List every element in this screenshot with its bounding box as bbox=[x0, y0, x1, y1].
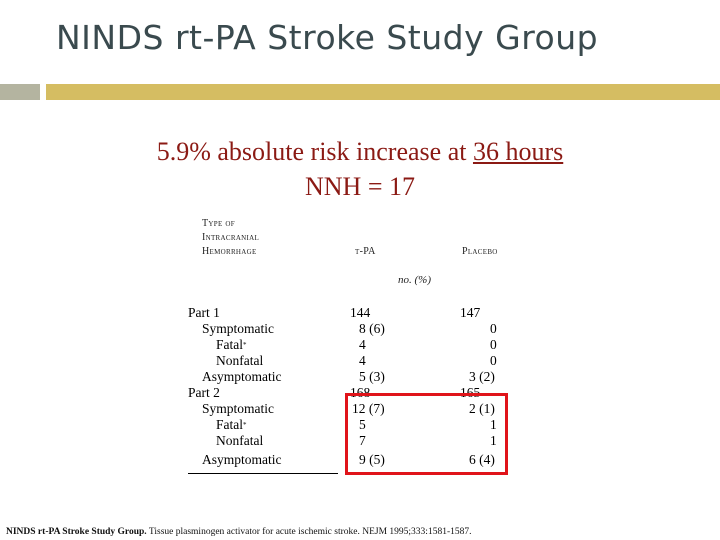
citation-source: NINDS rt-PA Stroke Study Group. bbox=[6, 527, 147, 537]
row-tpa: 4 bbox=[359, 337, 366, 352]
footnote-mark: * bbox=[243, 341, 247, 349]
row-tpa: 5 bbox=[359, 417, 366, 432]
headline-risk bbox=[0, 137, 720, 167]
row-placebo: 1 bbox=[490, 433, 497, 448]
row-label: Asymptomatic bbox=[202, 369, 282, 384]
header-placebo: Placebo bbox=[462, 246, 498, 257]
row-label: Symptomatic bbox=[202, 321, 274, 336]
row-label: Nonfatal bbox=[216, 353, 264, 368]
table-row bbox=[180, 337, 520, 353]
citation-text: Tissue plasminogen activator for acute ischemic stroke. NEJM 1995;333:1581-1587. bbox=[146, 527, 472, 537]
row-placebo: 0 bbox=[490, 337, 497, 352]
row-placebo: 1 bbox=[490, 417, 497, 432]
row-placebo: 6 (4) bbox=[469, 452, 495, 467]
decorative-bar-right bbox=[46, 84, 720, 100]
subheader-units: no. (%) bbox=[398, 274, 431, 286]
table-row bbox=[180, 353, 520, 369]
row-label: Nonfatal bbox=[216, 433, 264, 448]
row-tpa: 9 (5) bbox=[359, 452, 385, 467]
row-tpa: 168 bbox=[350, 385, 371, 400]
header-type-line2: Intracranial bbox=[202, 232, 260, 243]
table-row bbox=[180, 369, 520, 385]
row-label: Part 1 bbox=[188, 305, 220, 320]
table-row bbox=[180, 305, 520, 321]
row-placebo: 165 bbox=[460, 385, 481, 400]
table-bottom-rule bbox=[188, 473, 338, 474]
row-label: Part 2 bbox=[188, 385, 220, 400]
row-tpa: 12 (7) bbox=[352, 401, 385, 416]
row-placebo: 147 bbox=[460, 305, 481, 320]
table-row bbox=[180, 321, 520, 337]
headline-risk-text: 5.9% absolute risk increase at bbox=[156, 137, 473, 166]
headline-nnh: NNH = 17 bbox=[305, 172, 415, 201]
row-label: Symptomatic bbox=[202, 401, 274, 416]
row-placebo: 0 bbox=[490, 321, 497, 336]
headline-hours: 36 hours bbox=[472, 137, 564, 166]
highlight-box bbox=[345, 393, 508, 475]
citation bbox=[6, 527, 472, 537]
row-tpa: 5 (3) bbox=[359, 369, 385, 384]
row-tpa: 8 (6) bbox=[359, 321, 385, 336]
row-placebo: 3 (2) bbox=[469, 369, 495, 384]
row-placebo: 0 bbox=[490, 353, 497, 368]
row-tpa: 4 bbox=[359, 353, 366, 368]
row-label: Fatal bbox=[216, 417, 243, 432]
row-label: Fatal bbox=[216, 337, 243, 352]
row-tpa: 144 bbox=[350, 305, 371, 320]
row-tpa: 7 bbox=[359, 433, 366, 448]
slide-title: NINDS rt-PA Stroke Study Group bbox=[56, 18, 599, 57]
decorative-bar-left bbox=[0, 84, 40, 100]
footnote-mark: * bbox=[243, 421, 247, 429]
row-label: Asymptomatic bbox=[202, 452, 282, 467]
row-placebo: 2 (1) bbox=[469, 401, 495, 416]
header-type-line3: Hemorrhage bbox=[202, 246, 257, 257]
header-type-line1: Type of bbox=[202, 218, 235, 229]
header-tpa: t-PA bbox=[355, 246, 376, 257]
